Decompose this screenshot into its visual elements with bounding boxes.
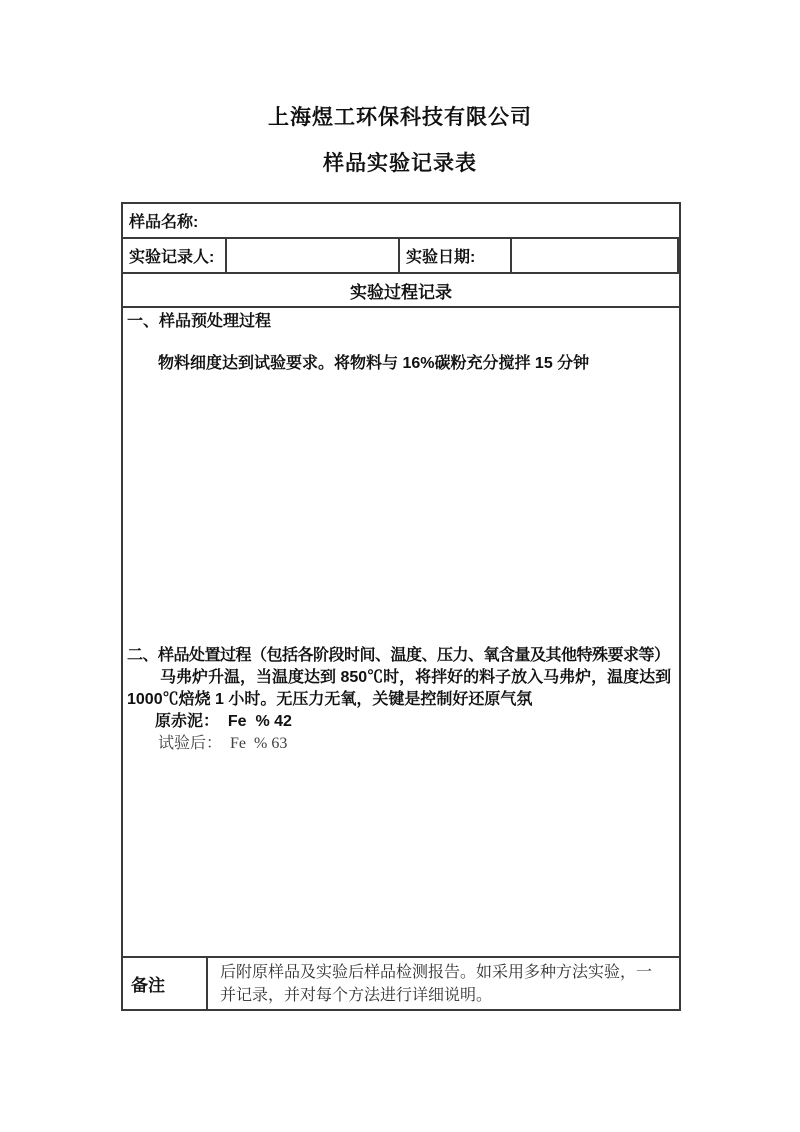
date-label-cell — [400, 239, 512, 272]
sample-name-label: 样品名称: — [129, 214, 199, 231]
section1-body-text: 物料细度达到试验要求。将物料与 16%碳粉充分搅拌 15 分钟 — [158, 355, 590, 372]
recorder-date-row — [123, 239, 679, 274]
recorder-value-field[interactable] — [227, 239, 400, 272]
sample-name-row — [123, 204, 679, 239]
remark-row — [123, 958, 679, 1009]
company-title: 上海煜工环保科技有限公司 — [268, 106, 532, 129]
remark-label: 备注 — [131, 976, 165, 995]
remark-body-cell — [208, 958, 679, 1009]
date-value-field[interactable] — [512, 239, 679, 272]
section2-treatment — [127, 645, 675, 755]
date-label: 实验日期: — [406, 249, 476, 266]
remark-label-cell — [123, 958, 208, 1009]
section2-line1: 马弗炉升温，当温度达到 850℃时，将拌好的料子放入马弗炉，温度达到 — [160, 669, 672, 686]
section2-line2: 1000℃焙烧 1 小时。无压力无氧，关键是控制好还原气氛 — [127, 691, 533, 708]
section2-heading: 二、样品处置过程（包括各阶段时间、温度、压力、氧含量及其他特殊要求等） — [127, 647, 670, 664]
result-before-line: 原赤泥： Fe % 42 — [155, 713, 292, 730]
section1-heading: 一、样品预处理过程 — [127, 313, 272, 330]
section1-pretreatment — [127, 311, 675, 375]
recorder-label: 实验记录人: — [129, 249, 215, 266]
process-record-header-row — [123, 274, 679, 308]
form-title: 样品实验记录表 — [323, 152, 477, 175]
result-after-line: 试验后： Fe % 63 — [158, 735, 288, 752]
recorder-label-cell — [123, 239, 227, 272]
process-record-header: 实验过程记录 — [350, 282, 452, 302]
remark-text: 后附原样品及实验后样品检测报告。如采用多种方法实验，一并记录，并对每个方法进行详细说明。 — [220, 964, 653, 1004]
experiment-record-table — [121, 202, 681, 1011]
process-record-body — [123, 308, 679, 958]
